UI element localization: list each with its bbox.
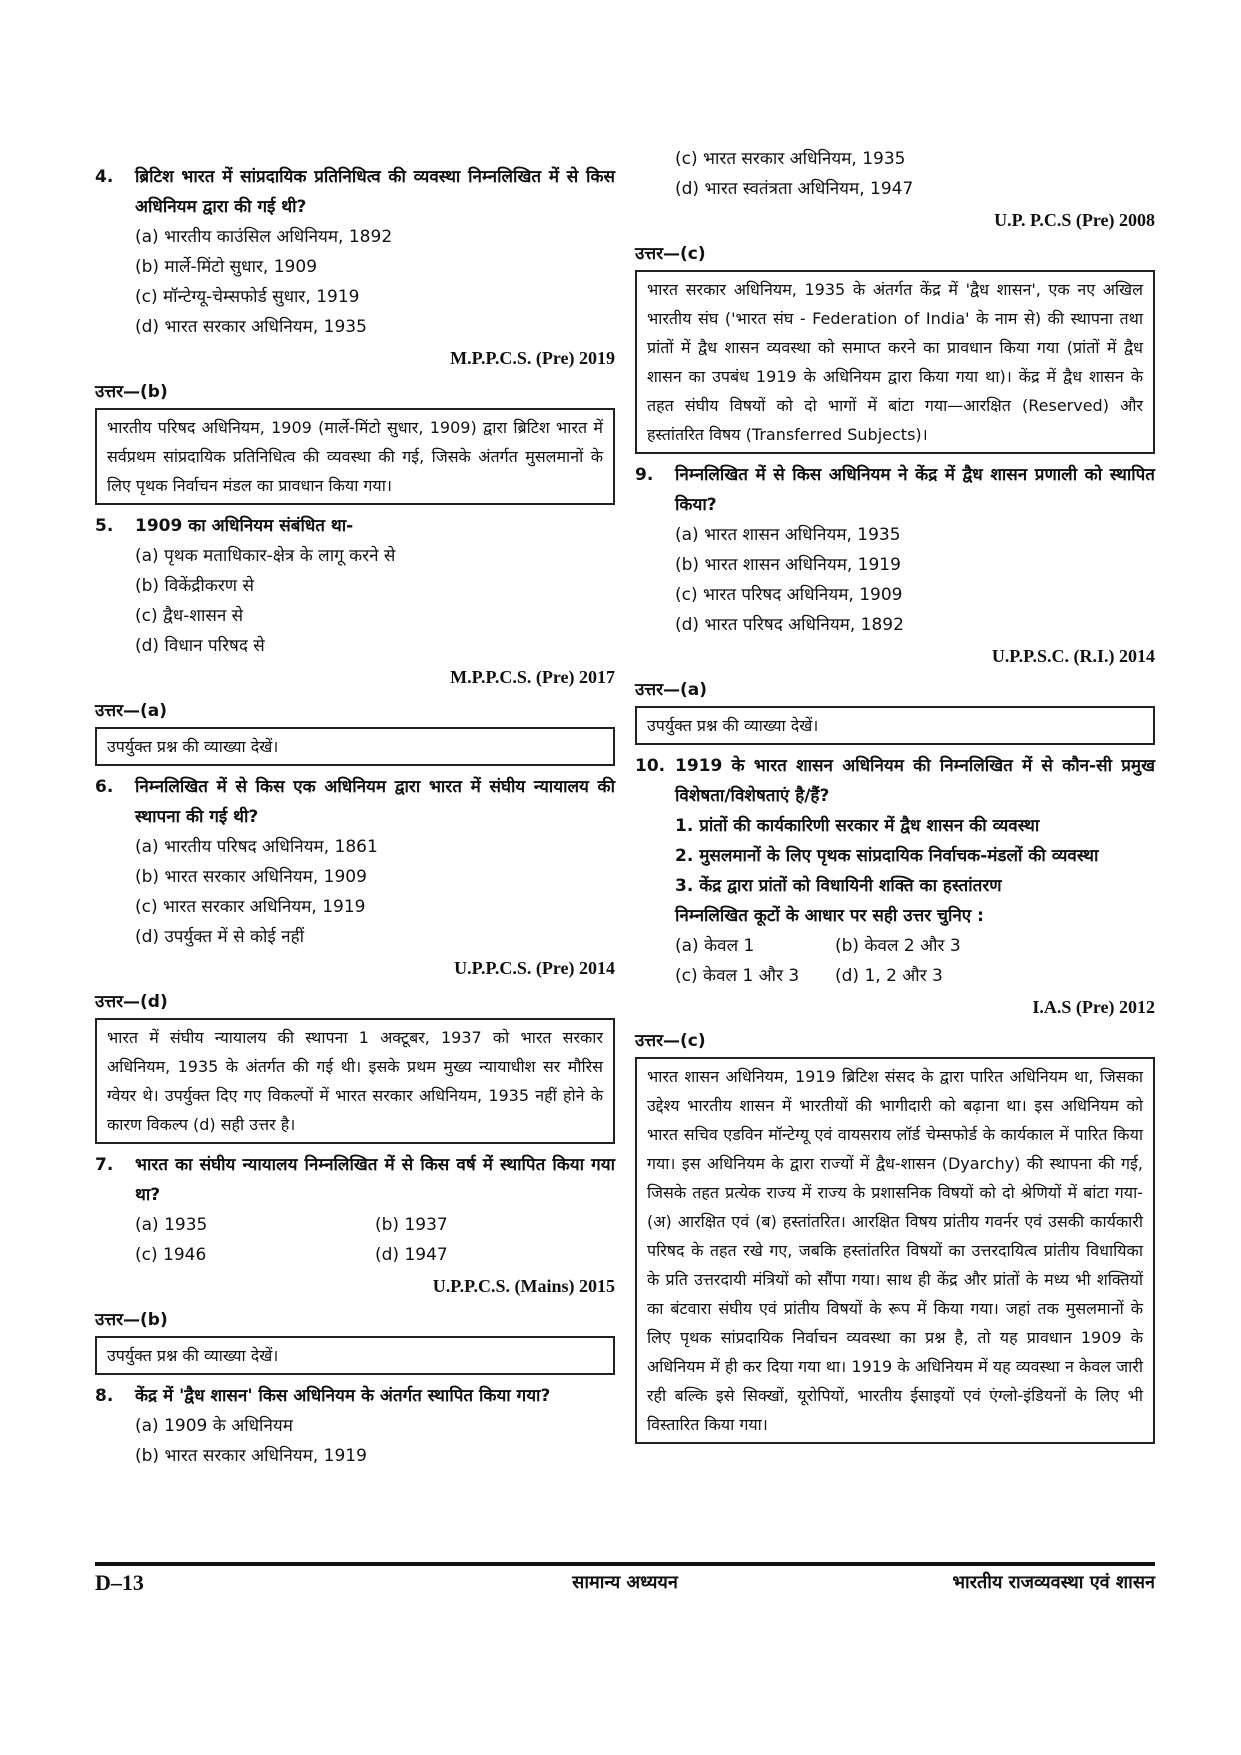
question-7 — [95, 1150, 615, 1210]
question-number: 8. — [95, 1386, 114, 1406]
option: (d) 1947 — [375, 1245, 448, 1265]
question-8 — [95, 1381, 615, 1411]
question-text: 1919 के भारत शासन अधिनियम की निम्नलिखित में से कौन-सी प्रमुख विशेषता/विशेषताएं है/हैं? — [675, 756, 1155, 806]
exam-source: M.P.P.C.S. (Pre) 2019 — [450, 348, 615, 368]
statement: निम्नलिखित कूटों के आधार पर सही उत्तर चुनिए : — [675, 906, 984, 926]
explanation-box: भारत में संघीय न्यायालय की स्थापना 1 अक्टूबर, 1937 को भारत सरकार अधिनियम, 1935 के अंतर्गत की गई थी। इसके प्रथम मुख्य न्यायाधीश सर मौरिस ग्वेयर थे। उपर्युक्त दिए गए विकल्पों में भारत सरकार अधिनियम, 1935 नहीं होने के कारण विकल्प (d) सही उत्तर है। — [95, 1018, 615, 1144]
statement: 2. मुसलमानों के लिए पृथक सांप्रदायिक निर्वाचक-मंडलों की व्यवस्था — [675, 846, 1099, 866]
question-text: ब्रिटिश भारत में सांप्रदायिक प्रतिनिधित्व की व्यवस्था निम्नलिखित में से किस अधिनियम द्वारा की गई थी? — [135, 167, 615, 217]
statement: 1. प्रांतों की कार्यकारिणी सरकार में द्वैध शासन की व्यवस्था — [675, 816, 1040, 836]
explanation-box: उपर्युक्त प्रश्न की व्याख्या देखें। — [635, 706, 1155, 745]
options-8 — [135, 1411, 615, 1471]
left-column — [95, 158, 615, 1471]
option: (d) भारत परिषद अधिनियम, 1892 — [675, 615, 904, 635]
question-4 — [95, 162, 615, 222]
option: (d) उपर्युक्त में से कोई नहीं — [135, 927, 305, 947]
option: (c) मॉन्टेग्यू-चेम्सफोर्ड सुधार, 1919 — [135, 287, 360, 307]
option: (a) 1935 — [135, 1215, 208, 1235]
exam-source: M.P.P.C.S. (Pre) 2017 — [450, 667, 615, 687]
options-8-continued — [675, 144, 1155, 204]
option: (a) पृथक मताधिकार-क्षेत्र के लागू करने से — [135, 546, 396, 566]
option: (c) द्वैध-शासन से — [135, 606, 244, 626]
options-6 — [135, 832, 615, 952]
option: (b) मार्ले-मिंटो सुधार, 1909 — [135, 257, 318, 277]
option: (c) भारत सरकार अधिनियम, 1935 — [675, 149, 906, 169]
answer-label: उत्तर—(b) — [95, 382, 168, 402]
option: (b) भारत शासन अधिनियम, 1919 — [675, 555, 901, 575]
question-number: 5. — [95, 516, 114, 536]
question-number: 7. — [95, 1155, 114, 1175]
question-number: 6. — [95, 777, 114, 797]
question-number: 4. — [95, 167, 114, 187]
answer-label: उत्तर—(a) — [635, 680, 708, 700]
answer-label: उत्तर—(d) — [95, 992, 168, 1012]
question-text: भारत का संघीय न्यायालय निम्नलिखित में से किस वर्ष में स्थापित किया गया था? — [135, 1155, 615, 1205]
option: (d) भारत सरकार अधिनियम, 1935 — [135, 317, 367, 337]
option: (a) भारतीय काउंसिल अधिनियम, 1892 — [135, 227, 393, 247]
question-6 — [95, 772, 615, 832]
option: (a) भारत शासन अधिनियम, 1935 — [675, 525, 901, 545]
answer-label: उत्तर—(a) — [95, 701, 168, 721]
exam-source: U.P.P.C.S. (Mains) 2015 — [432, 1276, 615, 1296]
explanation-box: भारत सरकार अधिनियम, 1935 के अंतर्गत केंद्र में 'द्वैध शासन', एक नए अखिल भारतीय संघ ('भारत संघ - Federation of India' के नाम से) की स्थापना तथा प्रांतों में द्वैध शासन व्यवस्था को समाप्त करने का प्रावधान किया गया (प्रांतों में द्वैध शासन का उपबंध 1919 के अधिनियम द्वारा किया गया था)। केंद्र में द्वैध शासन के तहत संघीय विषयों को दो भागों में बांटा गया—आरक्षित (Reserved) और हस्तांतरित विषय (Transferred Subjects)। — [635, 270, 1155, 454]
option: (a) भारतीय परिषद अधिनियम, 1861 — [135, 837, 378, 857]
exam-source: U.P. P.C.S (Pre) 2008 — [994, 210, 1155, 230]
question-text: निम्नलिखित में से किस एक अधिनियम द्वारा भारत में संघीय न्यायालय की स्थापना की गई थी? — [135, 777, 615, 827]
option: (d) 1, 2 और 3 — [835, 966, 943, 986]
options-7 — [135, 1210, 615, 1270]
explanation-box: भारत शासन अधिनियम, 1919 ब्रिटिश संसद के द्वारा पारित अधिनियम था, जिसका उद्देश्य भारतीय शासन में भारतीयों की भागीदारी को बढ़ाना था। इस अधिनियम को भारत सचिव एडविन मॉन्टेग्यू एवं वायसराय लॉर्ड चेम्सफोर्ड के कार्यकाल में पारित किया गया। इस अधिनियम के द्वारा राज्यों में द्वैध-शासन (Dyarchy) की स्थापना की गई, जिसके तहत प्रत्येक राज्य में राज्य के प्रशासनिक विषयों को दो श्रेणियों में बांटा गया- (अ) आरक्षित एवं (ब) हस्तांतरित। आरक्षित विषय प्रांतीय गवर्नर एवं उसकी कार्यकारी परिषद के तहत रखे गए, जबकि हस्तांतरित विषयों का उत्तरदायित्व प्रांतीय विधायिका के प्रति उत्तरदायी मंत्रियों को सौंपा गया। साथ ही केंद्र और प्रांतों के मध्य भी शक्तियों का बंटवारा संघीय एवं प्रांतीय विषयों के रूप में किया गया। जहां तक मुसलमानों के लिए पृथक सांप्रदायिक निर्वाचन व्यवस्था का प्रश्न है, तो यह प्रावधान 1909 के अधिनियम में ही कर दिया गया था। 1919 के अधिनियम में यह व्यवस्था न केवल जारी रही बल्कि इसे सिक्खों, यूरोपियों, भारतीय ईसाइयों एवं एंग्लो-इंडियनों के लिए भी विस्तारित किया गया। — [635, 1057, 1155, 1444]
question-text: निम्नलिखित में से किस अधिनियम ने केंद्र में द्वैध शासन प्रणाली को स्थापित किया? — [675, 465, 1155, 515]
answer-label: उत्तर—(b) — [95, 1310, 168, 1330]
question-text: 1909 का अधिनियम संबंधित था- — [135, 516, 354, 536]
footer-divider — [95, 1562, 1155, 1566]
option: (c) भारत परिषद अधिनियम, 1909 — [675, 585, 903, 605]
explanation-box: उपर्युक्त प्रश्न की व्याख्या देखें। — [95, 727, 615, 766]
option: (c) केवल 1 और 3 — [675, 966, 800, 986]
option: (b) 1937 — [375, 1215, 448, 1235]
options-5 — [135, 541, 615, 661]
option: (b) भारत सरकार अधिनियम, 1909 — [135, 867, 367, 887]
option: (a) 1909 के अधिनियम — [135, 1416, 293, 1436]
page-number: D–13 — [95, 1570, 144, 1595]
options-4 — [135, 222, 615, 342]
options-9 — [675, 520, 1155, 640]
option: (c) 1946 — [135, 1245, 207, 1265]
explanation-box: भारतीय परिषद अधिनियम, 1909 (मार्ले-मिंटो सुधार, 1909) द्वारा ब्रिटिश भारत में सर्वप्रथम सांप्रदायिक प्रतिनिधित्व की व्यवस्था की गई, जिसके अंतर्गत मुसलमानों के लिए पृथक निर्वाचन मंडल का प्रावधान किया गया। — [95, 408, 615, 505]
footer-chapter: भारतीय राजव्यवस्था एवं शासन — [952, 1572, 1155, 1593]
question-number: 10. — [635, 756, 666, 776]
option: (b) विकेंद्रीकरण से — [135, 576, 254, 596]
answer-label: उत्तर—(c) — [635, 1031, 706, 1051]
explanation-box: उपर्युक्त प्रश्न की व्याख्या देखें। — [95, 1336, 615, 1375]
footer-subject: सामान्य अध्ययन — [572, 1572, 678, 1593]
option: (b) भारत सरकार अधिनियम, 1919 — [135, 1446, 367, 1466]
exam-source: U.P.P.C.S. (Pre) 2014 — [454, 958, 615, 978]
option: (b) केवल 2 और 3 — [835, 936, 961, 956]
question-5 — [95, 511, 615, 541]
statement: 3. केंद्र द्वारा प्रांतों को विधायिनी शक्ति का हस्तांतरण — [675, 876, 1002, 896]
question-number: 9. — [635, 465, 654, 485]
answer-label: उत्तर—(c) — [635, 244, 706, 264]
exam-source: U.P.P.S.C. (R.I.) 2014 — [991, 646, 1155, 666]
option: (d) विधान परिषद से — [135, 636, 265, 656]
right-column — [635, 144, 1155, 1450]
option: (d) भारत स्वतंत्रता अधिनियम, 1947 — [675, 179, 914, 199]
exam-source: I.A.S (Pre) 2012 — [1032, 997, 1155, 1017]
page-footer — [95, 1570, 1155, 1600]
option: (c) भारत सरकार अधिनियम, 1919 — [135, 897, 366, 917]
statements-10 — [675, 811, 1155, 931]
question-9 — [635, 460, 1155, 520]
question-text: केंद्र में 'द्वैध शासन' किस अधिनियम के अंतर्गत स्थापित किया गया? — [135, 1386, 551, 1406]
options-10 — [675, 931, 1155, 991]
option: (a) केवल 1 — [675, 936, 755, 956]
question-10 — [635, 751, 1155, 811]
